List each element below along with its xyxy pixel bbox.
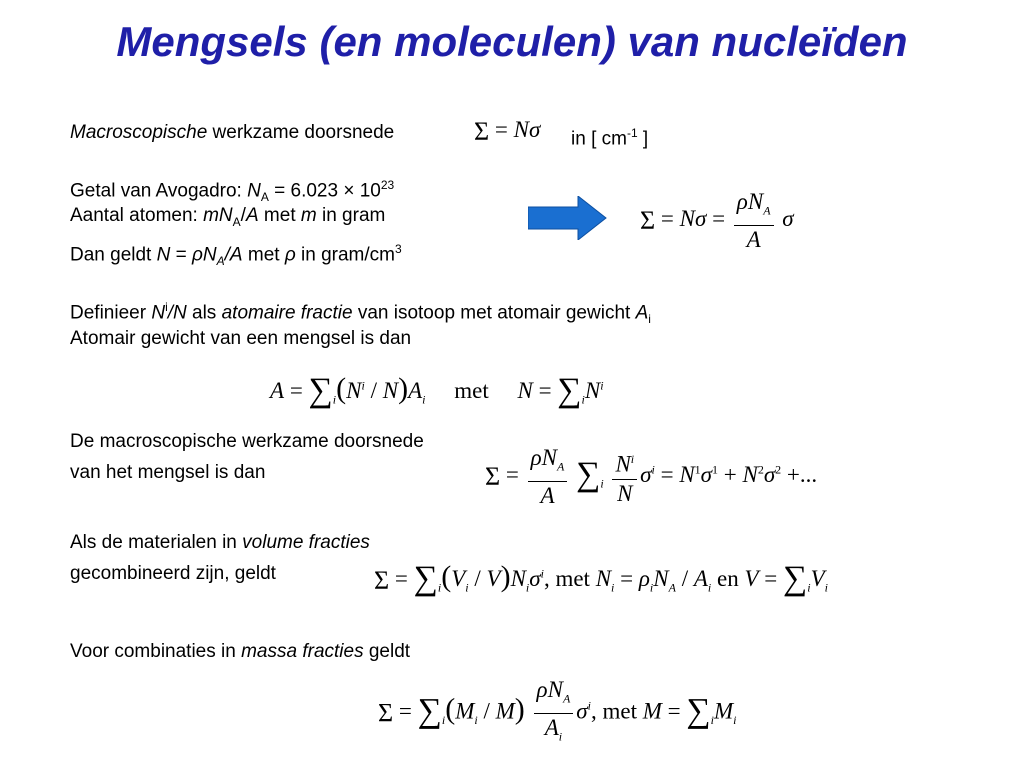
line-macroscopic-cross-section: Macroscopische werkzame doorsnede — [70, 122, 395, 143]
unit-text: in [ $cm^{-1}$ ] — [571, 126, 649, 150]
formula-sigma-rho-na-over-a: Σ = Nσ = $\frac{\rho N_A}{A}$ σ — [640, 189, 794, 252]
formula-mass-fractions: $\Sigma = \sum_i(M_i / M)$ $\frac{\rho N_A}{A_i}$ $\sigma^i$, met $M = \sum_iM_i$ — [378, 677, 737, 744]
line-avogadro: Getal van Avogadro: $N_A = 6.023 \times 10^{23}$ — [70, 178, 395, 205]
formula-sigma-n-sigma: Σ = Nσ — [474, 117, 541, 146]
formula-volume-fractions: $\Sigma = \sum_i(V_i / V)N_i\sigma^i$, met $N_i = \rho_iN_A / A_i$ en $V = \sum_iV_i$ — [374, 560, 829, 597]
formula-mixture-cross-section: Σ = $\frac{\rho N_A}{A}$ $\sum_i$ $\frac{N^i}{N}$ $\sigma^i = N^1\sigma^1 + N^2\sigma^2$ +... — [485, 445, 818, 508]
line-combined: gecombineerd zijn, geldt — [70, 563, 276, 584]
line-of-mixture: van het mengsel is dan — [70, 462, 266, 483]
slide-title: Mengsels (en moleculen) van nucleïden — [116, 18, 908, 65]
line-macro-cross-section-mixture: De macroscopische werkzame doorsnede — [70, 431, 424, 452]
line-mass-fractions: Voor combinaties in massa fracties geldt — [70, 641, 411, 662]
line-define-atomic-fraction: Definieer $N^i/N$ als atomaire fractie van isotoop met atomair gewicht $A_i$ — [70, 300, 651, 327]
line-atomic-weight-mixture: Atomair gewicht van een mengsel is dan — [70, 328, 412, 349]
formula-atomic-weight: $A = \sum_i(N^i / N)A_i$ met $N = \sum_iN^i$ — [270, 372, 604, 409]
line-volume-fractions: Als de materialen in volume fracties — [70, 532, 370, 553]
right-arrow-icon — [528, 196, 608, 240]
line-number-of-atoms: Aantal atomen: $mN_A/A$ met m in gram — [70, 205, 386, 229]
line-then-holds: Dan geldt $N = \rho N_A/A$ met ρ in gram/$cm^3$ — [70, 242, 402, 269]
